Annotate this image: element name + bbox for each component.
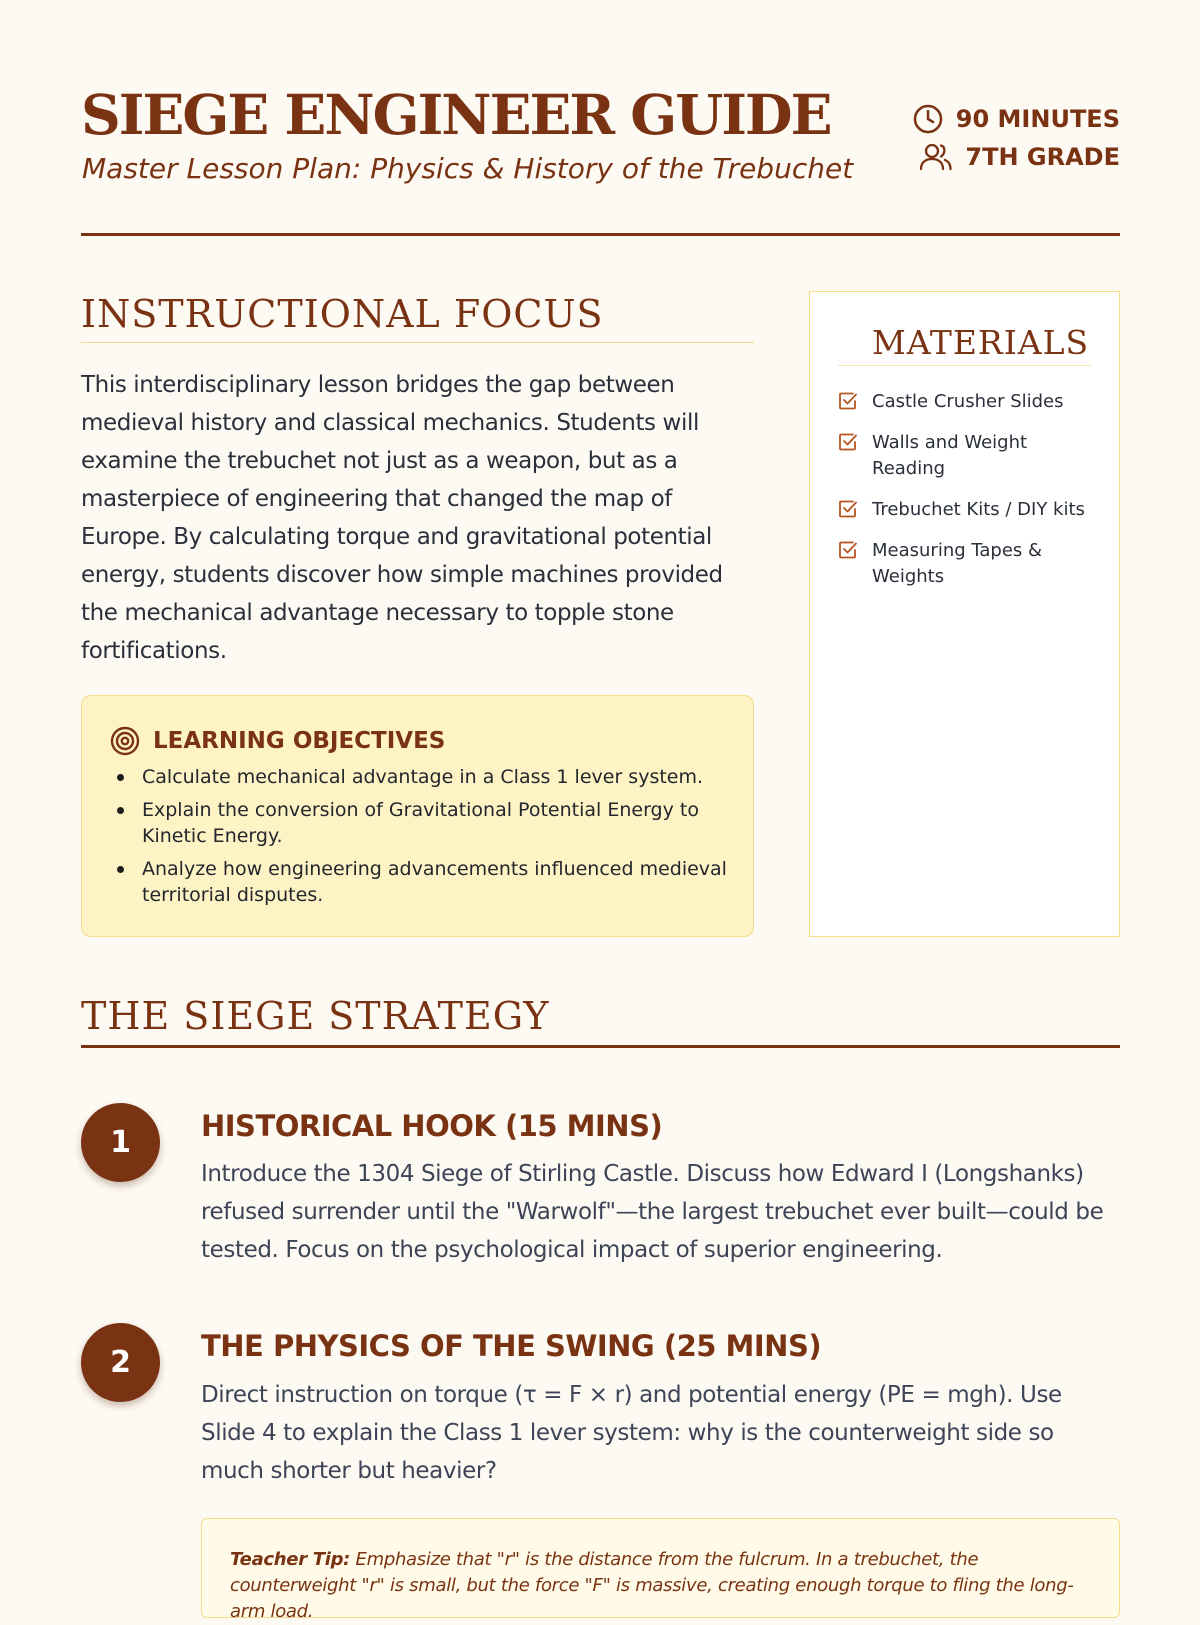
instructional-focus-heading: INSTRUCTIONAL FOCUS [81, 292, 604, 336]
teacher-tip-text: Emphasize that "r" is the distance from the fulcrum. In a trebuchet, the counterweight "r" is small, but the force "F" is massive, creating enough torque to fling the long-arm load. [230, 1549, 1074, 1622]
checkbox-checked-icon [838, 391, 858, 411]
instructional-focus-text: This interdisciplinary lesson bridges the gap between medieval history and classical mechanics. Students will examine the trebuchet not just as a weapon, but as a masterpiece of engineering that changed the map of Europe. By calculating torque and gravitational potential energy, students discover how simple machines provided the mechanical advantage necessary to topple stone fortifications. [81, 372, 723, 664]
grade-meta [912, 138, 1120, 176]
objectives-heading: LEARNING OBJECTIVES [153, 728, 446, 754]
grade-label: 7TH GRADE [965, 143, 1120, 171]
step-description: Direct instruction on torque (τ = F × r) and potential energy (PE = mgh). Use Slide 4 to explain the Class 1 lever system: why is the counterweight side so much shorter but heavier? [201, 1382, 1062, 1484]
material-label: Castle Crusher Slides [872, 391, 1064, 412]
duration-label: 90 MINUTES [955, 105, 1120, 133]
learning-objectives-box [81, 695, 754, 937]
page-subtitle: Master Lesson Plan: Physics & History of the Trebuchet [82, 152, 854, 185]
clock-icon [912, 103, 944, 135]
material-label: Measuring Tapes & Weights [872, 540, 1043, 587]
materials-panel [809, 291, 1120, 937]
teacher-tip-box [201, 1518, 1120, 1622]
material-label: Walls and Weight Reading [872, 432, 1028, 479]
materials-list [838, 389, 1098, 605]
siege-strategy-heading: THE SIEGE STRATEGY [81, 994, 550, 1038]
objectives-list [114, 764, 734, 915]
list-item [838, 538, 1098, 590]
materials-heading: MATERIALS [872, 323, 1090, 362]
material-label: Trebuchet Kits / DIY kits [872, 499, 1085, 520]
list-item [838, 430, 1098, 482]
strategy-divider [81, 1045, 1120, 1048]
focus-divider [81, 342, 754, 343]
lesson-meta [912, 100, 1120, 176]
list-item: Explain the conversion of Gravitational Potential Energy to Kinetic Energy. [114, 797, 734, 849]
checkbox-checked-icon [838, 499, 858, 519]
checkbox-checked-icon [838, 540, 858, 560]
list-item [838, 389, 1098, 415]
step-title: HISTORICAL HOOK (15 MINS) [201, 1109, 663, 1143]
step-number-badge: 2 [81, 1323, 160, 1402]
step-description: Introduce the 1304 Siege of Stirling Castle. Discuss how Edward I (Longshanks) refused surrender until the "Warwolf"—the largest trebuchet ever built—could be tested. Focus on the psychological impact of superior engineering. [201, 1161, 1104, 1263]
users-icon [919, 141, 953, 173]
target-icon [110, 726, 140, 756]
list-item: Analyze how engineering advancements influenced medieval territorial disputes. [114, 856, 734, 908]
header-divider [81, 233, 1120, 236]
objectives-header [110, 726, 445, 756]
checkbox-checked-icon [838, 432, 858, 452]
list-item [838, 497, 1098, 523]
list-item: Calculate mechanical advantage in a Class 1 lever system. [114, 764, 734, 790]
step-number-badge: 1 [81, 1103, 160, 1182]
step-title: THE PHYSICS OF THE SWING (25 MINS) [201, 1329, 822, 1363]
duration-meta [912, 100, 1120, 138]
materials-divider [838, 365, 1091, 366]
teacher-tip-label: Teacher Tip: [230, 1549, 351, 1570]
page-title: SIEGE ENGINEER GUIDE [81, 82, 831, 147]
